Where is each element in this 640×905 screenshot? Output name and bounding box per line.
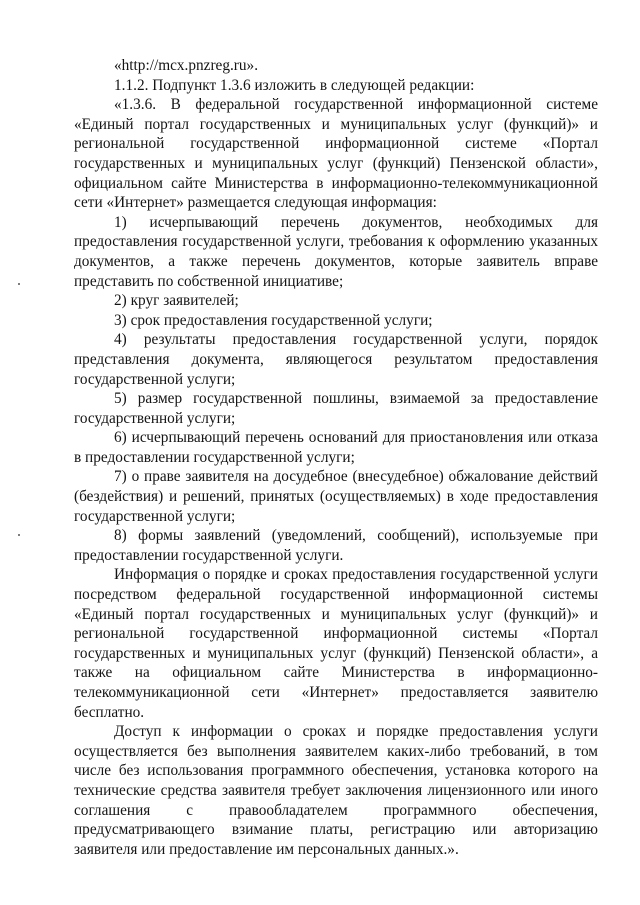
text-line: предусматривающего взимание платы, регистрацию или авторизацию (74, 821, 598, 839)
text-line: 1.1.2. Подпункт 1.3.6 изложить в следующей редакции: (114, 76, 475, 94)
text-line: 8) формы заявлений (уведомлений, сообщений), используемые при (114, 527, 598, 545)
text-line: государственной услуги; (74, 370, 236, 388)
text-line: 7) о праве заявителя на досудебное (внесудебное) обжалование действий (114, 468, 598, 486)
text-line: технические средства заявителя требует заключения лицензионного или иного (74, 781, 598, 799)
text-line: 2) круг заявителей; (114, 292, 239, 310)
text-line: телекоммуникационной сети «Интернет» предоставляется заявителю (74, 684, 598, 701)
text-line: (бездействия) и решений, принятых (осуществляемых) в ходе предоставления (74, 488, 598, 506)
text-line: числе без использования программного обеспечения, установка которого на (74, 762, 598, 780)
text-line: «http://mcx.pnzreg.ru». (114, 57, 259, 74)
scan-speck (18, 283, 20, 285)
text-line: региональной государственной информационной системе «Портал (74, 135, 598, 153)
text-line: «Единый портал государственных и муниципальных услуг (функций)» и (74, 115, 598, 133)
text-line: документов, а также перечень документов, которые заявитель вправе (74, 252, 598, 270)
text-line: представления документа, являющегося результатом предоставления (74, 350, 598, 368)
text-line: также на официальном сайте Министерства в информационно- (74, 664, 598, 682)
text-line: 6) исчерпывающий перечень оснований для приостановления или отказа (114, 429, 598, 447)
text-line: 4) результаты предоставления государственной услуги, порядок (114, 331, 598, 349)
text-line: соглашения с правообладателем программного обеспечения, (74, 801, 598, 819)
text-line: государственных и муниципальных услуг (функций) Пензенской области», а (74, 644, 598, 662)
text-line: «Единый портал государственных и муниципальных услуг (функций)» и (74, 605, 598, 623)
text-line: заявителя или предоставление им персональных данных.». (74, 840, 459, 858)
text-line: 5) размер государственной пошлины, взимаемой за предоставление (114, 390, 598, 408)
text-line: «1.3.6. В федеральной государственной информационной системе (114, 96, 598, 114)
text-line: 1) исчерпывающий перечень документов, необходимых для (114, 213, 598, 231)
text-line: осуществляется без выполнения заявителем каких-либо требований, в том (74, 742, 598, 760)
text-line: государственных и муниципальных услуг (функций) Пензенской области», (74, 154, 598, 172)
text-line: государственной услуги; (74, 409, 236, 427)
text-line: Доступ к информации о сроках и порядке предоставления услуги (114, 723, 598, 741)
scan-speck (18, 534, 20, 536)
text-line: сети «Интернет» размещается следующая информация: (74, 194, 437, 212)
text-line: официальном сайте Министерства в информационно-телекоммуникационной (74, 174, 598, 192)
document-page (74, 56, 598, 859)
text-line: Информация о порядке и сроках предоставления государственной услуги (114, 566, 598, 584)
text-line: представить по собственной инициативе; (74, 272, 344, 290)
text-line: предоставлении государственной услуги. (74, 546, 344, 564)
text-line: посредством федеральной государственной информационной системы (74, 586, 598, 604)
text-line: 3) срок предоставления государственной услуги; (114, 311, 433, 329)
text-line: в предоставлении государственной услуги; (74, 448, 355, 466)
text-line: бесплатно. (74, 703, 145, 721)
text-line: предоставления государственной услуги, требования к оформлению указанных (74, 233, 598, 251)
text-line: государственной услуги; (74, 507, 236, 525)
text-line: региональной государственной информационной системы «Портал (74, 625, 598, 643)
